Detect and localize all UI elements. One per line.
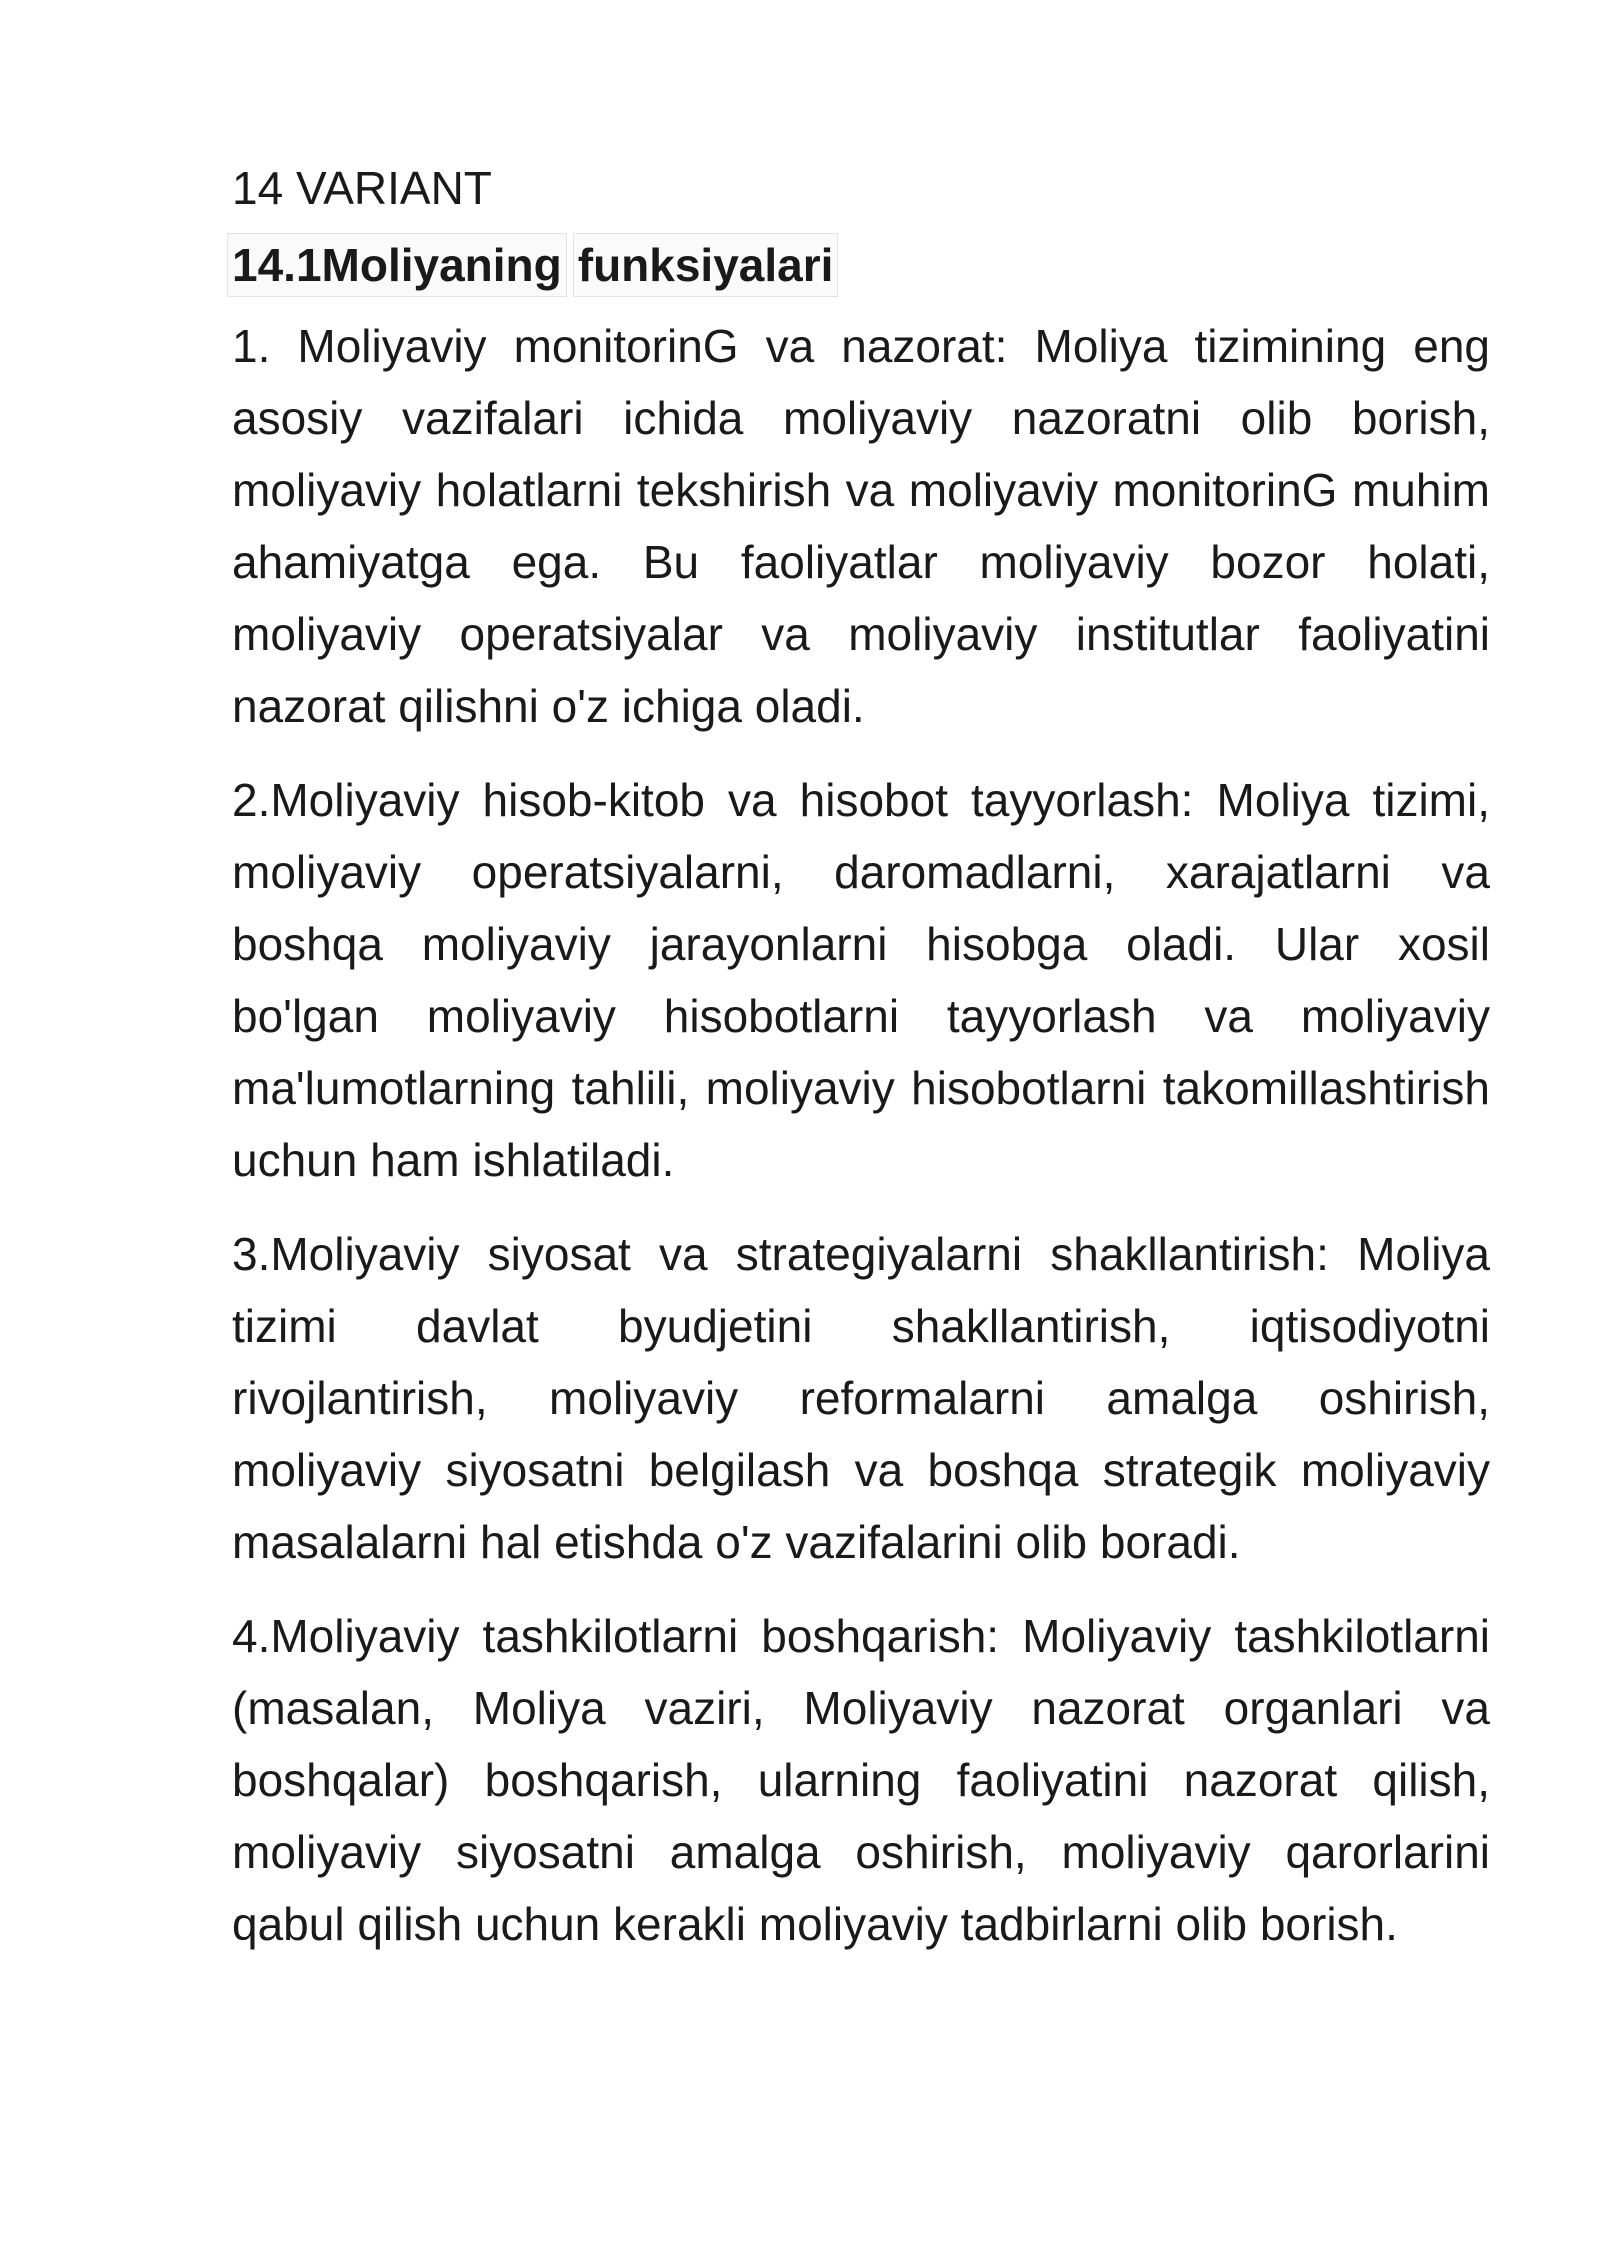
paragraph-1: 1. Moliyaviy monitorinG va nazorat: Moliya tizimining eng asosiy vazifalari ichida moliyaviy nazoratni olib borish, moliyaviy holatlarni tekshirish va moliyaviy monitorinG muhim ahamiyatga ega. Bu faoliyatlar moliyaviy bozor holati, moliyaviy operatsiyalar va moliyaviy institutlar faoliyatini nazorat qilishni o'z ichiga oladi. <box>232 320 1490 732</box>
section-heading <box>232 234 1490 296</box>
variant-title: 14 VARIANT <box>232 162 492 214</box>
paragraph-3: 3.Moliyaviy siyosat va strategiyalarni shakllantirish: Moliya tizimi davlat byudjetini shakllantirish, iqtisodiyotni rivojlantirish, moliyaviy reformalarni amalga oshirish, moliyaviy siyosatni belgilash va boshqa strategik moliyaviy masalalarni hal etishda o'z vazifalarini olib boradi. <box>232 1228 1490 1568</box>
paragraph-2: 2.Moliyaviy hisob-kitob va hisobot tayyorlash: Moliya tizimi, moliyaviy operatsiyalarni, daromadlarni, xarajatlarni va boshqa moliyaviy jarayonlarni hisobga oladi. Ular xosil bo'lgan moliyaviy hisobotlarni tayyorlash va moliyaviy ma'lumotlarning tahlili, moliyaviy hisobotlarni takomillashtirish uchun ham ishlatiladi. <box>232 774 1490 1186</box>
paragraph-4: 4.Moliyaviy tashkilotlarni boshqarish: Moliyaviy tashkilotlarni (masalan, Moliya vaziri, Moliyaviy nazorat organlari va boshqalar) boshqarish, ularning faoliyatini nazorat qilish, moliyaviy siyosatni amalga oshirish, moliyaviy qarorlarini qabul qilish uchun kerakli moliyaviy tadbirlarni olib borish. <box>232 1610 1490 1950</box>
section-heading-number-word: 14.1Moliyaning <box>228 234 566 296</box>
document-body <box>232 158 1490 1982</box>
section-heading-word: funksiyalari <box>574 234 838 296</box>
